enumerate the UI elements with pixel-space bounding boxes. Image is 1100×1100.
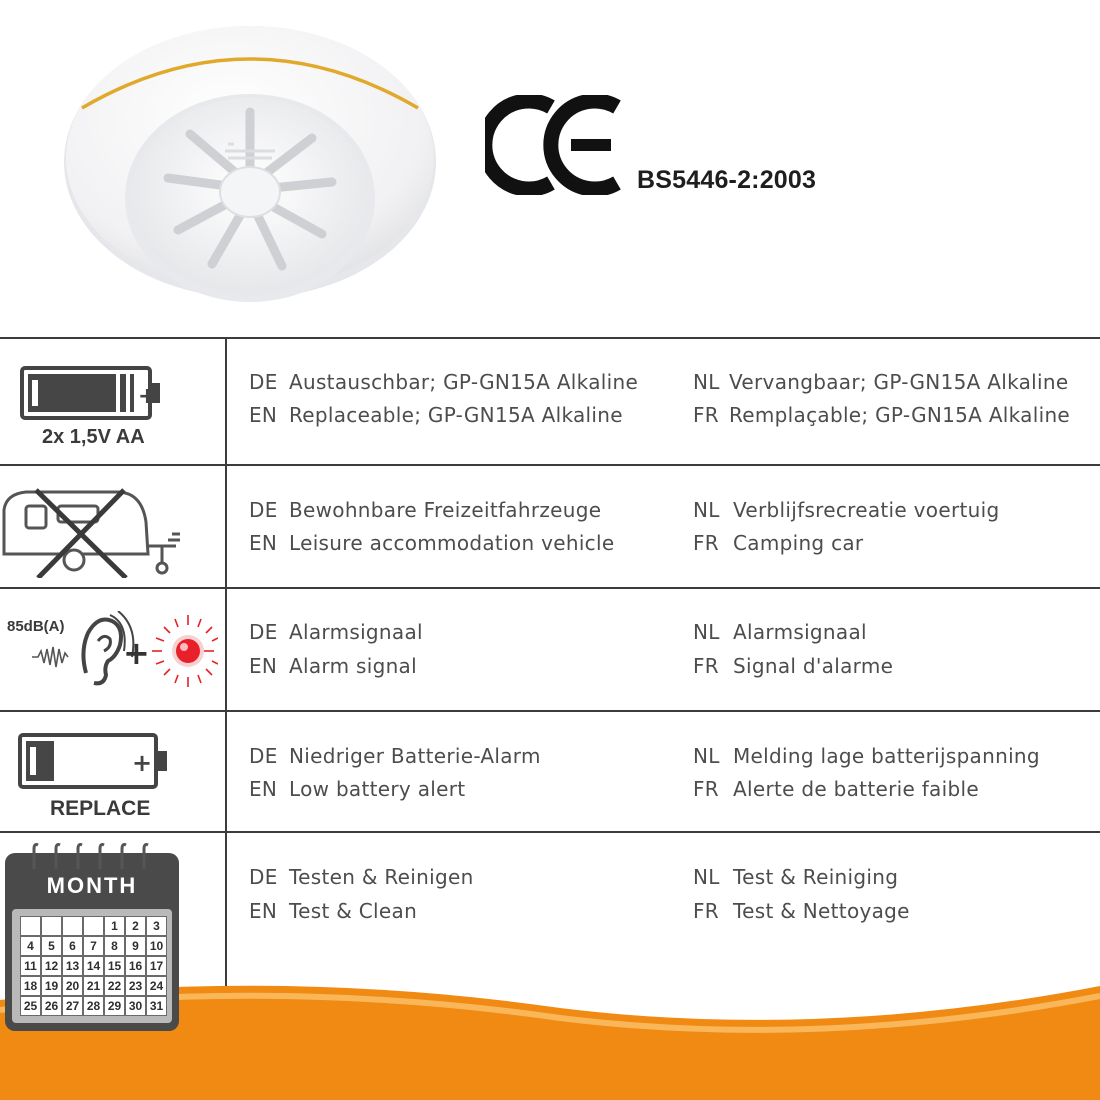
- entry-de: DE Austauschbar; GP-GN15A Alkaline: [249, 370, 639, 394]
- caravan-row: [0, 466, 1100, 587]
- calendar-rings-icon: [28, 841, 158, 871]
- calendar-day-cell: 15: [104, 956, 125, 976]
- calendar-day-cell: 28: [83, 996, 104, 1016]
- entry-nl: NL Verblijfsrecreatie voertuig: [693, 498, 1000, 522]
- calendar-day-cell: 26: [41, 996, 62, 1016]
- entry-nl: NL Vervangbaar; GP-GN15A Alkaline: [693, 370, 1069, 394]
- svg-text:+: +: [123, 634, 150, 672]
- entry-nl: NL Alarmsignaal: [693, 620, 867, 644]
- standard-label: BS5446-2:2003: [637, 166, 817, 194]
- entry-fr: FR Test & Nettoyage: [693, 899, 910, 923]
- calendar-day-cell: 6: [62, 936, 83, 956]
- entry-fr: FR Alerte de batterie faible: [693, 777, 979, 801]
- entry-de: DE Niedriger Batterie-Alarm: [249, 744, 541, 768]
- calendar-day-cell: 20: [62, 976, 83, 996]
- calendar-day-cell: [41, 916, 62, 936]
- ce-mark-icon: [485, 95, 625, 195]
- calendar-day-cell: 14: [83, 956, 104, 976]
- replace-label: REPLACE: [50, 797, 151, 820]
- low-battery-row: [0, 712, 1100, 831]
- calendar-day-cell: 4: [20, 936, 41, 956]
- sound-wave-icon: [32, 647, 68, 667]
- svg-text:+: +: [138, 384, 157, 409]
- calendar-day-cell: 11: [20, 956, 41, 976]
- decibel-label: 85dB(A): [7, 618, 65, 635]
- calendar-day-cell: 16: [125, 956, 146, 976]
- calendar-day-cell: 5: [41, 936, 62, 956]
- calendar-day-cell: 19: [41, 976, 62, 996]
- calendar-day-cell: 18: [20, 976, 41, 996]
- entry-de: DE Alarmsignaal: [249, 620, 423, 644]
- entry-nl: NL Melding lage batterijspanning: [693, 744, 1040, 768]
- entry-de: DE Testen & Reinigen: [249, 865, 474, 889]
- calendar-day-cell: 31: [146, 996, 167, 1016]
- ear-and-red-light-icon: [28, 611, 218, 689]
- entry-fr: FR Camping car: [693, 531, 864, 555]
- calendar-month-label: MONTH: [46, 873, 138, 898]
- calendar-day-cell: 17: [146, 956, 167, 976]
- calendar-day-cell: 2: [125, 916, 146, 936]
- crossed-caravan-icon: [0, 482, 185, 578]
- calendar-day-cell: 13: [62, 956, 83, 976]
- calendar-day-cell: 30: [125, 996, 146, 1016]
- monthly-test-row: [0, 833, 1100, 1033]
- battery-label: 2x 1,5V AA: [42, 426, 145, 448]
- alarm-row: [0, 589, 1100, 710]
- battery-icon: [20, 366, 172, 422]
- entry-en: EN Test & Clean: [249, 899, 418, 923]
- calendar-day-cell: 12: [41, 956, 62, 976]
- calendar-day-cell: 24: [146, 976, 167, 996]
- calendar-icon: [5, 853, 179, 1031]
- entry-nl: NL Test & Reiniging: [693, 865, 899, 889]
- battery-row: [0, 339, 1100, 464]
- entry-en: EN Low battery alert: [249, 777, 466, 801]
- calendar-day-cell: [83, 916, 104, 936]
- calendar-day-cell: 22: [104, 976, 125, 996]
- calendar-day-cell: 29: [104, 996, 125, 1016]
- entry-en: EN Replaceable; GP-GN15A Alkaline: [249, 403, 623, 427]
- low-battery-icon: [18, 733, 173, 791]
- smoke-detector-image: [60, 20, 450, 310]
- calendar-day-cell: 9: [125, 936, 146, 956]
- ear-icon: [83, 620, 121, 684]
- calendar-day-cell: 1: [104, 916, 125, 936]
- svg-text:+: +: [132, 749, 153, 777]
- entry-en: EN Alarm signal: [249, 654, 417, 678]
- calendar-day-cell: 25: [20, 996, 41, 1016]
- calendar-day-cell: 3: [146, 916, 167, 936]
- calendar-day-cell: [62, 916, 83, 936]
- calendar-day-cell: 23: [125, 976, 146, 996]
- entry-de: DE Bewohnbare Freizeitfahrzeuge: [249, 498, 602, 522]
- calendar-day-cell: [20, 916, 41, 936]
- calendar-day-cell: 27: [62, 996, 83, 1016]
- entry-en: EN Leisure accommodation vehicle: [249, 531, 615, 555]
- calendar-day-cell: 21: [83, 976, 104, 996]
- calendar-day-cell: 10: [146, 936, 167, 956]
- calendar-day-cell: 8: [104, 936, 125, 956]
- entry-fr: FR Signal d'alarme: [693, 654, 894, 678]
- calendar-day-cell: 7: [83, 936, 104, 956]
- entry-fr: FR Remplaçable; GP-GN15A Alkaline: [693, 403, 1071, 427]
